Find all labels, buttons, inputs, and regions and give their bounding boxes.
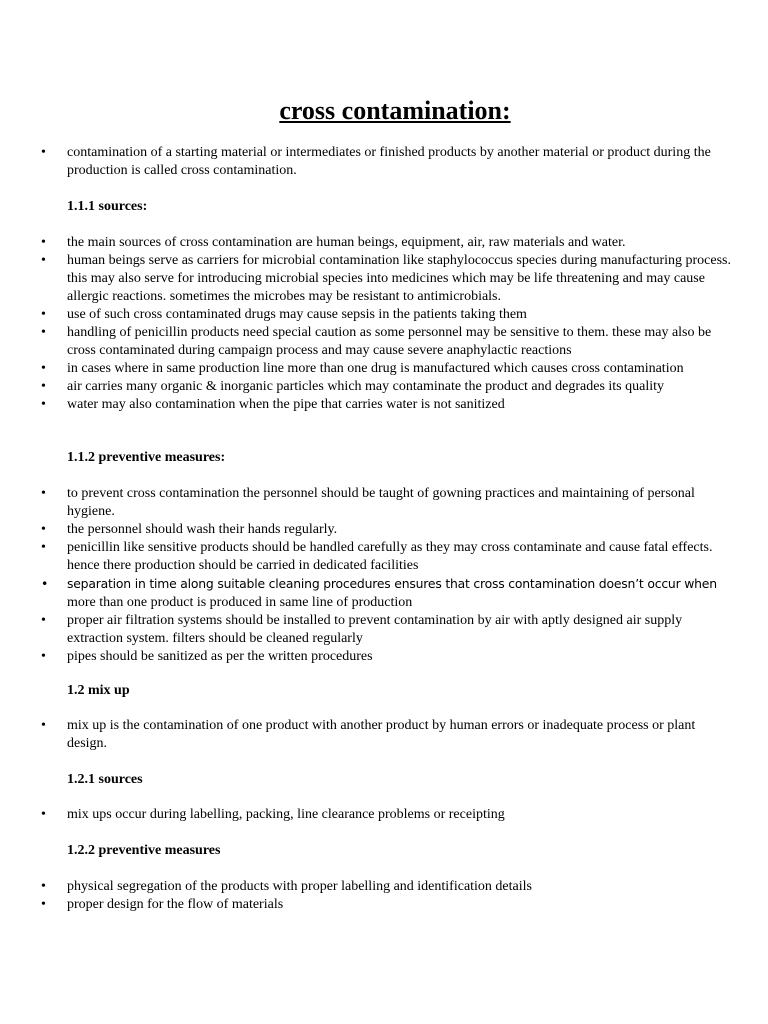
sources-list [0,234,768,414]
list-item: • air carries many organic & inorganic particles which may contaminate the product and degrades its quality [0,378,768,396]
section-heading-mix-up-preventive-measures: 1.2.2 preventive measures [67,843,221,858]
list-item-text: separation in time along suitable cleaning procedures ensures that cross contamination doesn’t occur when [67,576,717,591]
list-item: • the main sources of cross contamination are human beings, equipment, air, raw materials and water. [0,234,768,252]
list-item: • handling of penicillin products need special caution as some personnel may be sensitive to them. these may also be cross contaminated during campaign process and may cause severe anaphylactic reactions [0,324,768,360]
list-item: • human beings serve as carriers for microbial contamination like staphylococcus species during manufacturing process. this may also serve for introducing microbial species into medicines which may be life threatening and may cause allergic reactions. sometimes the microbes may be resistant to antimicrobials. [0,252,768,306]
list-item: • the personnel should wash their hands regularly. [0,521,768,539]
list-item: • penicillin like sensitive products should be handled carefully as they may cross contaminate and cause fatal effects. hence there production should be carried in dedicated facilities [0,539,768,575]
list-item: • proper design for the flow of materials [0,896,768,914]
list-item: • contamination of a starting material or intermediates or finished products by another material or product during the production is called cross contamination. [0,144,768,180]
mix-up-list [0,717,768,753]
preventive-measures-list [0,485,768,666]
mix-up-preventive-measures-list [0,878,768,914]
list-item: • to prevent cross contamination the personnel should be taught of gowning practices and maintaining of personal hygiene. [0,485,768,521]
section-heading-preventive-measures: 1.1.2 preventive measures: [67,450,226,465]
list-item: • use of such cross contaminated drugs may cause sepsis in the patients taking them [0,306,768,324]
page-title: cross contamination: [279,96,511,125]
section-heading-mix-up: 1.2 mix up [67,683,130,698]
list-item: • in cases where in same production line more than one drug is manufactured which causes cross contamination [0,360,768,378]
list-item: • physical segregation of the products with proper labelling and identification details [0,878,768,896]
list-item: • mix up is the contamination of one product with another product by human errors or inadequate process or plant design. [0,717,768,753]
mix-up-sources-list [0,806,768,824]
list-item: • pipes should be sanitized as per the written procedures [0,648,768,666]
list-item: • mix ups occur during labelling, packing, line clearance problems or receipting [0,806,768,824]
list-item: • water may also contamination when the pipe that carries water is not sanitized [0,396,768,414]
intro-list [0,144,768,180]
list-item: • proper air filtration systems should be installed to prevent contamination by air with aptly designed air supply extraction system. filters should be cleaned regularly [0,612,768,648]
list-item [0,575,768,612]
section-heading-sources: 1.1.1 sources: [67,199,148,214]
section-heading-mix-up-sources: 1.2.1 sources [67,772,143,787]
list-item-continuation: more than one product is produced in same line of production [67,595,413,610]
